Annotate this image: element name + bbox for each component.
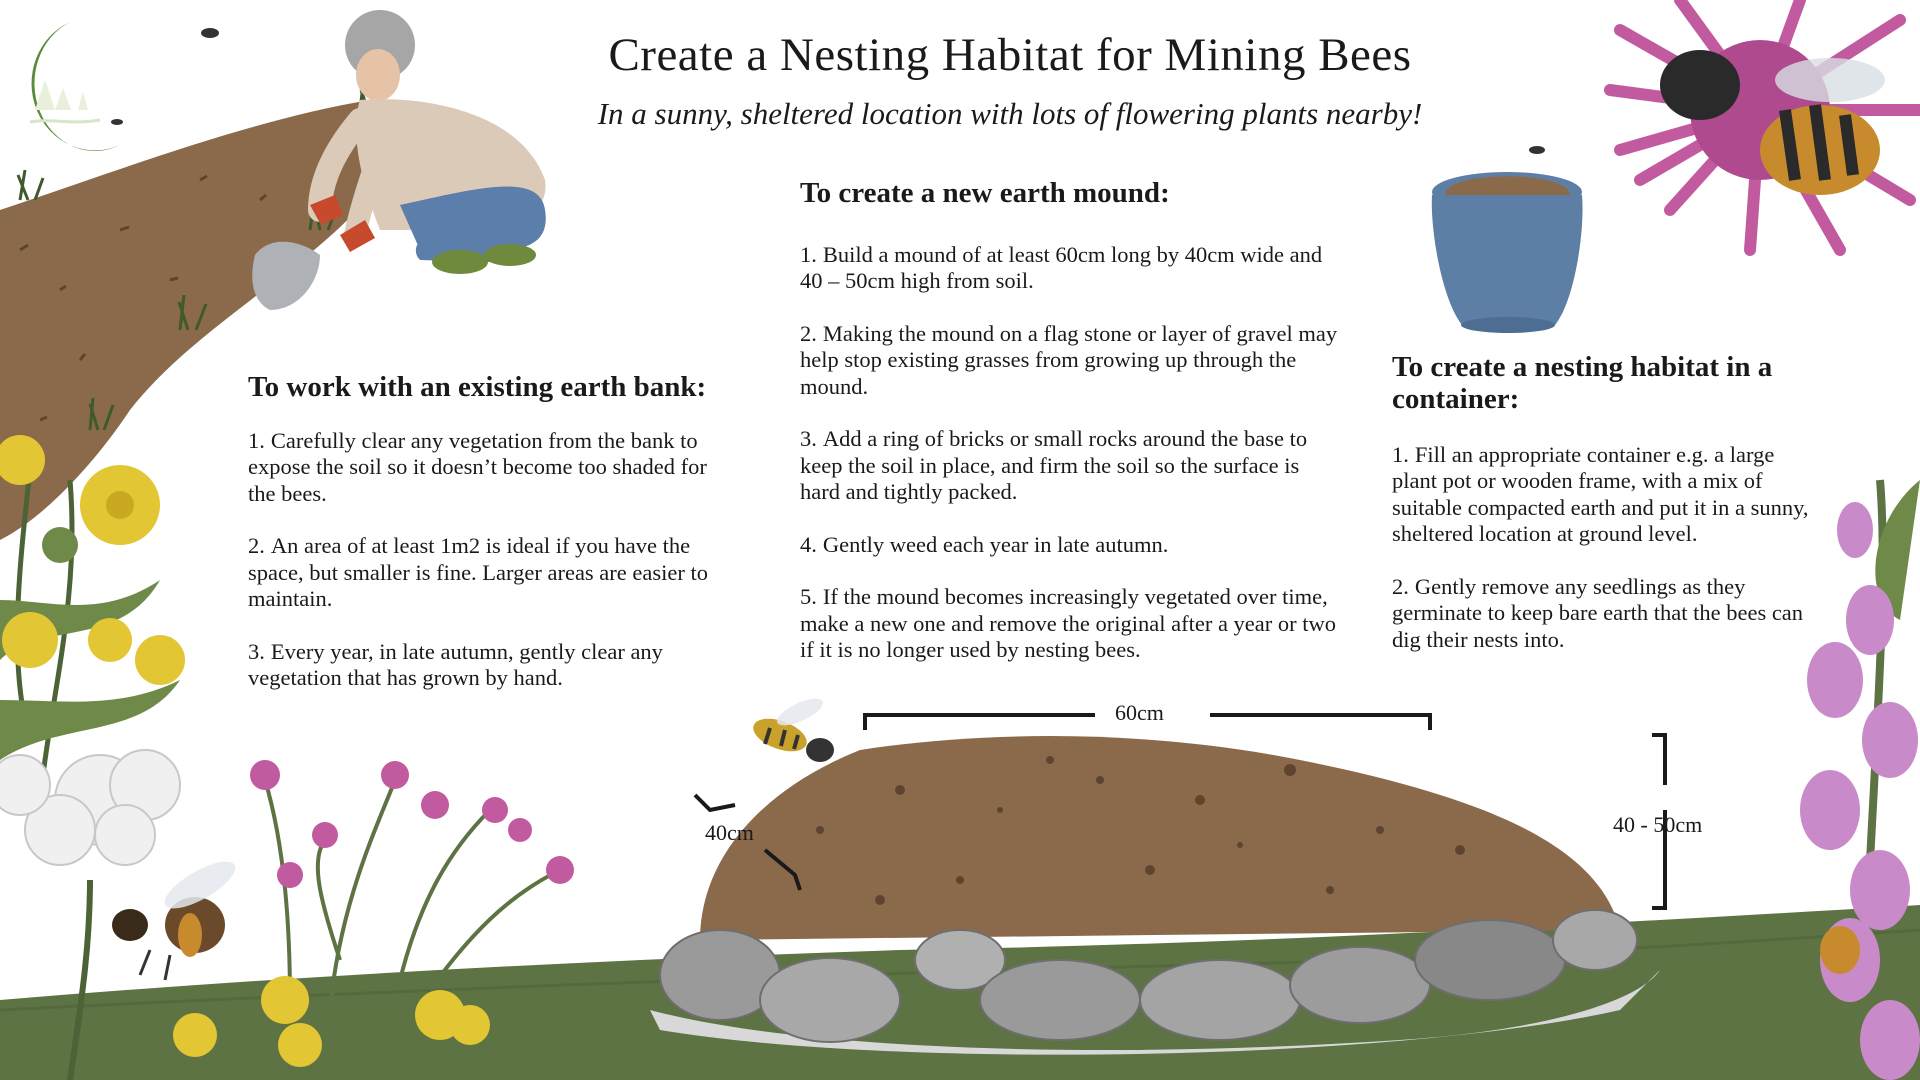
step-item: 5. If the mound becomes increasingly vegetated over time, make a new one and remove the original after a year or two if it is no longer used by nesting bees. [800,584,1337,663]
width-label: 40cm [705,820,754,845]
step-item: 1. Fill an appropriate container e.g. a large plant pot or wooden frame, with a mix of suitable compacted earth and put it in a sunny, sheltered location at ground level. [1392,441,1809,547]
length-label: 60cm [1115,700,1164,725]
logo-text-line2: hare's [56,42,100,59]
thistle-flower [1610,0,1920,250]
logo-text-line1: THE [64,28,86,40]
section-heading: To create a new earth mound: [800,177,1170,209]
height-label: 40 - 50cm [1613,812,1703,837]
step-item: 1. Build a mound of at least 60cm long by 40cm wide and 40 – 50cm high from soil. [800,241,1323,294]
section-existing-bank [248,372,718,718]
steps-list [248,428,718,692]
logo-badge [30,22,120,151]
dandelion-plants [0,435,185,800]
logo-text-line3: corner [55,59,101,76]
step-item: 2. Making the mound on a flag stone or layer of gravel may help stop existing grasses from growing up through the mound. [800,320,1338,399]
steps-list [1392,442,1812,654]
step-item: 2. Gently remove any seedlings as they germinate to keep bare earth that the bees can dig their nests into. [1392,573,1804,652]
mining-bee-flying [749,693,834,762]
honey-bee-left [112,853,242,980]
section-new-mound [800,178,1340,690]
blue-plant-pot [1432,172,1583,333]
white-flower-cluster [0,750,180,865]
step-item: 2. An area of at least 1m2 is ideal if you have the space, but smaller is fine. Larger areas are easier to maintain. [248,533,708,612]
section-heading: To create a nesting habitat in a container: [1392,351,1773,415]
page-subtitle: In a sunny, sheltered location with lots of flowering plants nearby! [597,96,1423,131]
step-item: 4. Gently weed each year in late autumn. [800,531,1169,557]
steps-list [800,242,1340,664]
step-item: 3. Every year, in late autumn, gently clear any vegetation that has grown by hand. [248,638,663,691]
step-item: 3. Add a ring of bricks or small rocks around the base to keep the soil in place, and firm the soil so the surface is hard and tightly packed. [800,426,1308,505]
section-heading: To work with an existing earth bank: [248,371,707,403]
page-title: Create a Nesting Habitat for Mining Bees [608,29,1412,81]
section-container [1392,352,1812,679]
step-item: 1. Carefully clear any vegetation from the bank to expose the soil so it doesn’t become too shaded for the bees. [248,427,707,506]
